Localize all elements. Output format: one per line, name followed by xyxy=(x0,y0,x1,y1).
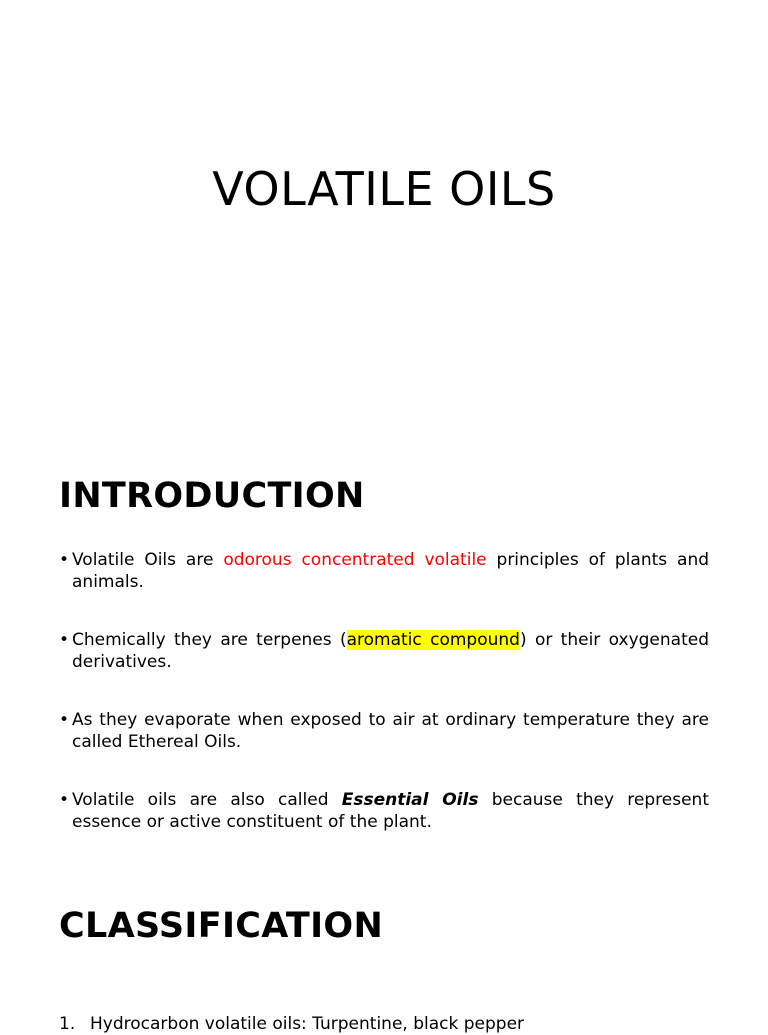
bullet-icon: • xyxy=(59,710,70,730)
introduction-heading: INTRODUCTION xyxy=(59,476,365,516)
bullet-1-red-highlight: odorous concentrated volatile xyxy=(223,550,487,570)
introduction-bullet-list xyxy=(59,549,709,869)
bullet-2-yellow-highlight: aromatic compound xyxy=(346,630,520,650)
bullet-1-text: Volatile Oils are xyxy=(72,550,224,570)
bullet-4-emphasis: Essential Oils xyxy=(341,790,479,810)
classification-heading: CLASSIFICATION xyxy=(59,906,384,946)
classification-item-number: 1. xyxy=(59,1014,76,1034)
bullet-item-4 xyxy=(59,789,709,833)
slide-title: VOLATILE OILS xyxy=(212,162,556,216)
bullet-2-text: Chemically they are terpenes ( xyxy=(72,630,347,650)
bullet-item-2 xyxy=(59,629,709,673)
bullet-icon: • xyxy=(59,630,70,650)
bullet-4-text: Volatile oils are also called xyxy=(72,790,342,810)
bullet-item-3 xyxy=(59,709,709,753)
bullet-icon: • xyxy=(59,550,70,570)
bullet-1-text-end: principles of plants and animals. xyxy=(72,550,710,592)
bullet-item-1 xyxy=(59,549,709,593)
bullet-2-text-end: ) or their oxygenated derivatives. xyxy=(72,630,710,672)
bullet-3-text: As they evaporate when exposed to air at ordinary temperature they are called Ethereal Oils. xyxy=(72,710,709,752)
bullet-icon: • xyxy=(59,790,70,810)
bullet-4-text-end: because they represent essence or active constituent of the plant. xyxy=(72,790,709,832)
classification-item-text: Hydrocarbon volatile oils: Turpentine, black pepper xyxy=(90,1014,525,1034)
classification-item-1 xyxy=(59,1013,709,1035)
